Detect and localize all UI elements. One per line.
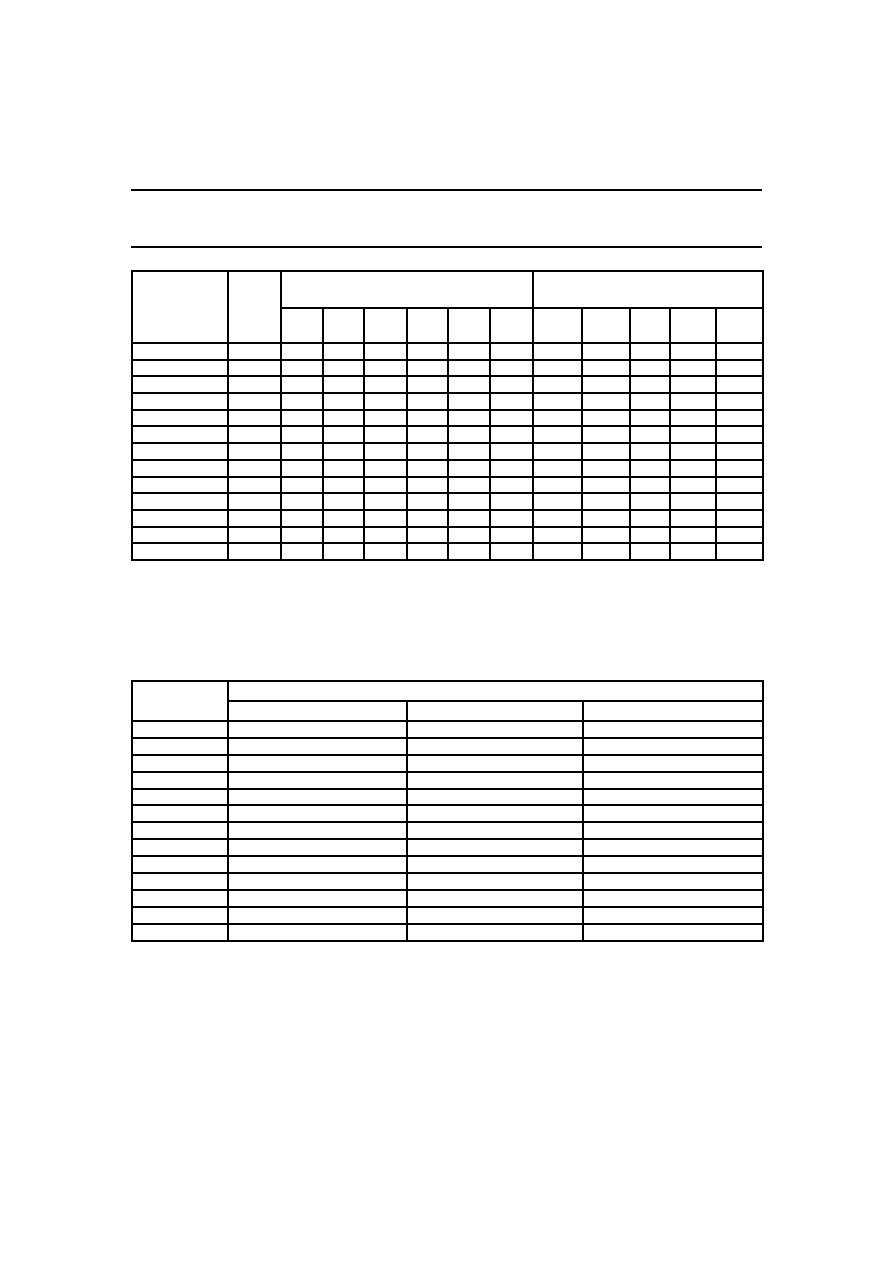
table-cell: [132, 343, 228, 360]
table-cell: [582, 393, 630, 410]
table-row: [132, 873, 763, 890]
table-cell: [407, 805, 583, 822]
table-row: [132, 755, 763, 772]
table-cell: [323, 393, 364, 410]
table-cell: [228, 510, 281, 527]
table-cell: [630, 443, 670, 460]
table-cell: [716, 410, 763, 427]
table-row: [132, 360, 763, 377]
table-cell: [448, 410, 490, 427]
table-cell: [228, 493, 281, 510]
table-cell: [582, 426, 630, 443]
table-cell: [582, 360, 630, 377]
table-cell: [582, 493, 630, 510]
table-cell: [630, 360, 670, 377]
table-cell: [582, 443, 630, 460]
table-cell: [323, 460, 364, 477]
table-cell: [490, 543, 533, 560]
table-cell: [228, 460, 281, 477]
table-cell: [132, 410, 228, 427]
table-cell: [533, 376, 582, 393]
table-cell: [630, 426, 670, 443]
table-cell: [407, 393, 448, 410]
table-cell: [582, 477, 630, 494]
table-cell: [323, 543, 364, 560]
table-cell: [323, 376, 364, 393]
table-cell: [583, 789, 763, 806]
table-cell: [228, 856, 407, 873]
table-cell: [583, 890, 763, 907]
table-cell: [716, 376, 763, 393]
table-cell: [582, 343, 630, 360]
table-cell: [228, 410, 281, 427]
table-row: [132, 738, 763, 755]
table-cell: [364, 376, 407, 393]
table-row: [132, 527, 763, 544]
table-cell: [228, 527, 281, 544]
table-cell: [407, 839, 583, 856]
table-row: [132, 493, 763, 510]
table-cell: [281, 543, 323, 560]
table-cell: [407, 856, 583, 873]
table-cell: [407, 493, 448, 510]
table-cell: [670, 393, 716, 410]
table-cell: [583, 839, 763, 856]
table-cell: [228, 543, 281, 560]
table-cell: [670, 477, 716, 494]
table-cell: [132, 839, 228, 856]
table-cell: [132, 822, 228, 839]
table-cell: [228, 873, 407, 890]
table-cell: [323, 477, 364, 494]
upper-table: [131, 270, 764, 561]
table-cell: [132, 721, 228, 738]
table-cell: [630, 493, 670, 510]
table-cell: [490, 376, 533, 393]
table-cell: [281, 510, 323, 527]
table-cell: [364, 460, 407, 477]
table-row: [132, 890, 763, 907]
table-cell: [448, 477, 490, 494]
table-cell: [583, 822, 763, 839]
table-cell: [670, 527, 716, 544]
table-cell: [716, 477, 763, 494]
table-cell: [132, 493, 228, 510]
table-cell: [716, 426, 763, 443]
table-cell: [132, 755, 228, 772]
table-cell: [582, 410, 630, 427]
table-cell: [670, 510, 716, 527]
table-cell: [490, 477, 533, 494]
table-cell: [364, 360, 407, 377]
table-cell: [448, 376, 490, 393]
table-cell: [228, 376, 281, 393]
table-cell: [533, 527, 582, 544]
table-cell: [533, 460, 582, 477]
table-cell: [132, 856, 228, 873]
subheader-cell: [323, 308, 364, 343]
table-cell: [716, 393, 763, 410]
table-cell: [490, 460, 533, 477]
table-cell: [132, 443, 228, 460]
table-row: [132, 460, 763, 477]
table-cell: [448, 460, 490, 477]
table-cell: [228, 924, 407, 941]
table-row: [132, 376, 763, 393]
table-cell: [281, 426, 323, 443]
table-row: [132, 839, 763, 856]
table-cell: [407, 443, 448, 460]
table-cell: [533, 410, 582, 427]
table-cell: [407, 772, 583, 789]
table-cell: [132, 924, 228, 941]
lower-table-group-header: [228, 681, 763, 701]
table-cell: [407, 426, 448, 443]
table-cell: [490, 493, 533, 510]
table-cell: [281, 376, 323, 393]
table-cell: [364, 443, 407, 460]
table-cell: [448, 443, 490, 460]
table-cell: [281, 527, 323, 544]
table-cell: [448, 543, 490, 560]
table-row: [132, 772, 763, 789]
table-row: [132, 410, 763, 427]
table-cell: [582, 543, 630, 560]
table-cell: [716, 510, 763, 527]
table-cell: [364, 493, 407, 510]
table-cell: [364, 343, 407, 360]
table-cell: [630, 543, 670, 560]
table-cell: [670, 410, 716, 427]
table-cell: [364, 393, 407, 410]
table-cell: [490, 510, 533, 527]
upper-table-group-a-header: [281, 271, 533, 308]
table-cell: [132, 393, 228, 410]
table-cell: [228, 789, 407, 806]
table-cell: [630, 393, 670, 410]
subheader-cell: [670, 308, 716, 343]
table-cell: [132, 907, 228, 924]
table-cell: [364, 510, 407, 527]
table-cell: [407, 460, 448, 477]
table-cell: [228, 343, 281, 360]
table-cell: [228, 738, 407, 755]
table-cell: [533, 393, 582, 410]
table-row: [132, 907, 763, 924]
table-cell: [407, 789, 583, 806]
subheader-cell: [228, 701, 407, 721]
table-cell: [132, 805, 228, 822]
table-cell: [583, 772, 763, 789]
table-cell: [132, 789, 228, 806]
table-cell: [630, 460, 670, 477]
table-cell: [716, 527, 763, 544]
table-cell: [407, 755, 583, 772]
table-row: [132, 510, 763, 527]
lower-table-corner-cell: [132, 681, 228, 721]
table-cell: [228, 721, 407, 738]
table-cell: [448, 343, 490, 360]
table-cell: [364, 410, 407, 427]
table-cell: [670, 360, 716, 377]
table-cell: [132, 477, 228, 494]
table-cell: [407, 343, 448, 360]
table-cell: [228, 426, 281, 443]
subheader-cell: [364, 308, 407, 343]
table-cell: [228, 839, 407, 856]
table-cell: [407, 907, 583, 924]
table-cell: [533, 543, 582, 560]
table-cell: [281, 493, 323, 510]
table-cell: [132, 772, 228, 789]
table-cell: [228, 772, 407, 789]
upper-table-group-b-header: [533, 271, 763, 308]
table-row: [132, 789, 763, 806]
subheader-cell: [407, 701, 583, 721]
subheader-cell: [582, 308, 630, 343]
table-cell: [582, 376, 630, 393]
table-cell: [407, 376, 448, 393]
table-cell: [670, 460, 716, 477]
table-row: [132, 805, 763, 822]
table-cell: [323, 343, 364, 360]
table-cell: [281, 460, 323, 477]
table-cell: [630, 376, 670, 393]
table-cell: [364, 426, 407, 443]
table-cell: [407, 890, 583, 907]
table-cell: [407, 477, 448, 494]
table-cell: [533, 343, 582, 360]
table-cell: [583, 856, 763, 873]
table-cell: [533, 426, 582, 443]
table-cell: [132, 890, 228, 907]
table-cell: [716, 443, 763, 460]
table-cell: [630, 527, 670, 544]
table-cell: [716, 360, 763, 377]
table-cell: [533, 493, 582, 510]
table-cell: [533, 360, 582, 377]
table-cell: [670, 543, 716, 560]
table-cell: [323, 493, 364, 510]
table-cell: [490, 426, 533, 443]
table-cell: [132, 543, 228, 560]
table-cell: [323, 426, 364, 443]
subheader-cell: [583, 701, 763, 721]
table-cell: [364, 527, 407, 544]
table-cell: [630, 410, 670, 427]
table-cell: [448, 360, 490, 377]
table-cell: [583, 738, 763, 755]
table-cell: [533, 510, 582, 527]
table-cell: [670, 343, 716, 360]
table-row: [132, 543, 763, 560]
table-cell: [448, 393, 490, 410]
table-cell: [582, 527, 630, 544]
table-row: [132, 426, 763, 443]
table-cell: [281, 477, 323, 494]
table-cell: [323, 360, 364, 377]
table-cell: [132, 510, 228, 527]
table-cell: [448, 493, 490, 510]
table-cell: [364, 477, 407, 494]
subheader-cell: [716, 308, 763, 343]
table-cell: [323, 510, 364, 527]
table-cell: [228, 907, 407, 924]
table-cell: [583, 873, 763, 890]
table-cell: [630, 510, 670, 527]
table-cell: [228, 393, 281, 410]
table-cell: [448, 426, 490, 443]
table-cell: [407, 527, 448, 544]
lower-table: [131, 680, 764, 942]
table-cell: [407, 721, 583, 738]
subheader-cell: [448, 308, 490, 343]
table-cell: [407, 360, 448, 377]
subheader-cell: [490, 308, 533, 343]
table-cell: [407, 924, 583, 941]
table-cell: [448, 527, 490, 544]
table-cell: [490, 410, 533, 427]
table-row: [132, 477, 763, 494]
table-cell: [132, 376, 228, 393]
lower-table-group-header-row: [132, 681, 763, 701]
table-cell: [670, 493, 716, 510]
table-cell: [533, 477, 582, 494]
table-cell: [630, 343, 670, 360]
table-cell: [490, 360, 533, 377]
table-cell: [583, 721, 763, 738]
table-cell: [132, 527, 228, 544]
table-cell: [582, 460, 630, 477]
table-cell: [670, 443, 716, 460]
table-cell: [407, 410, 448, 427]
table-cell: [281, 410, 323, 427]
table-cell: [582, 510, 630, 527]
table-cell: [281, 393, 323, 410]
subheader-cell: [407, 308, 448, 343]
table-row: [132, 393, 763, 410]
table-cell: [448, 510, 490, 527]
table-cell: [716, 460, 763, 477]
table-cell: [281, 343, 323, 360]
table-row: [132, 822, 763, 839]
table-cell: [716, 343, 763, 360]
table-cell: [228, 755, 407, 772]
table-cell: [490, 527, 533, 544]
table-cell: [228, 890, 407, 907]
table-cell: [490, 343, 533, 360]
table-cell: [583, 755, 763, 772]
table-row: [132, 924, 763, 941]
subheader-cell: [533, 308, 582, 343]
table-cell: [407, 873, 583, 890]
table-cell: [490, 393, 533, 410]
table-cell: [407, 822, 583, 839]
table-cell: [228, 477, 281, 494]
subheader-cell: [281, 308, 323, 343]
table-cell: [630, 477, 670, 494]
table-cell: [323, 443, 364, 460]
table-cell: [533, 443, 582, 460]
table-cell: [281, 443, 323, 460]
table-cell: [323, 410, 364, 427]
second-horizontal-rule: [131, 246, 762, 248]
table-cell: [281, 360, 323, 377]
table-cell: [407, 738, 583, 755]
table-cell: [228, 822, 407, 839]
table-cell: [583, 907, 763, 924]
table-cell: [132, 360, 228, 377]
table-cell: [716, 543, 763, 560]
table-cell: [583, 805, 763, 822]
table-row: [132, 856, 763, 873]
upper-table-group-header-row: [132, 271, 763, 308]
table-cell: [132, 738, 228, 755]
table-cell: [490, 443, 533, 460]
table-cell: [716, 493, 763, 510]
upper-table-corner-cell-2: [228, 271, 281, 343]
table-cell: [670, 426, 716, 443]
table-cell: [670, 376, 716, 393]
table-row: [132, 443, 763, 460]
table-row: [132, 343, 763, 360]
table-cell: [228, 805, 407, 822]
table-cell: [583, 924, 763, 941]
table-cell: [323, 527, 364, 544]
table-cell: [132, 426, 228, 443]
table-cell: [364, 543, 407, 560]
table-cell: [132, 873, 228, 890]
top-horizontal-rule: [131, 189, 762, 191]
table-cell: [132, 460, 228, 477]
table-row: [132, 721, 763, 738]
table-cell: [228, 443, 281, 460]
table-cell: [228, 360, 281, 377]
subheader-cell: [630, 308, 670, 343]
table-cell: [407, 510, 448, 527]
table-cell: [407, 543, 448, 560]
upper-table-corner-cell-1: [132, 271, 228, 343]
